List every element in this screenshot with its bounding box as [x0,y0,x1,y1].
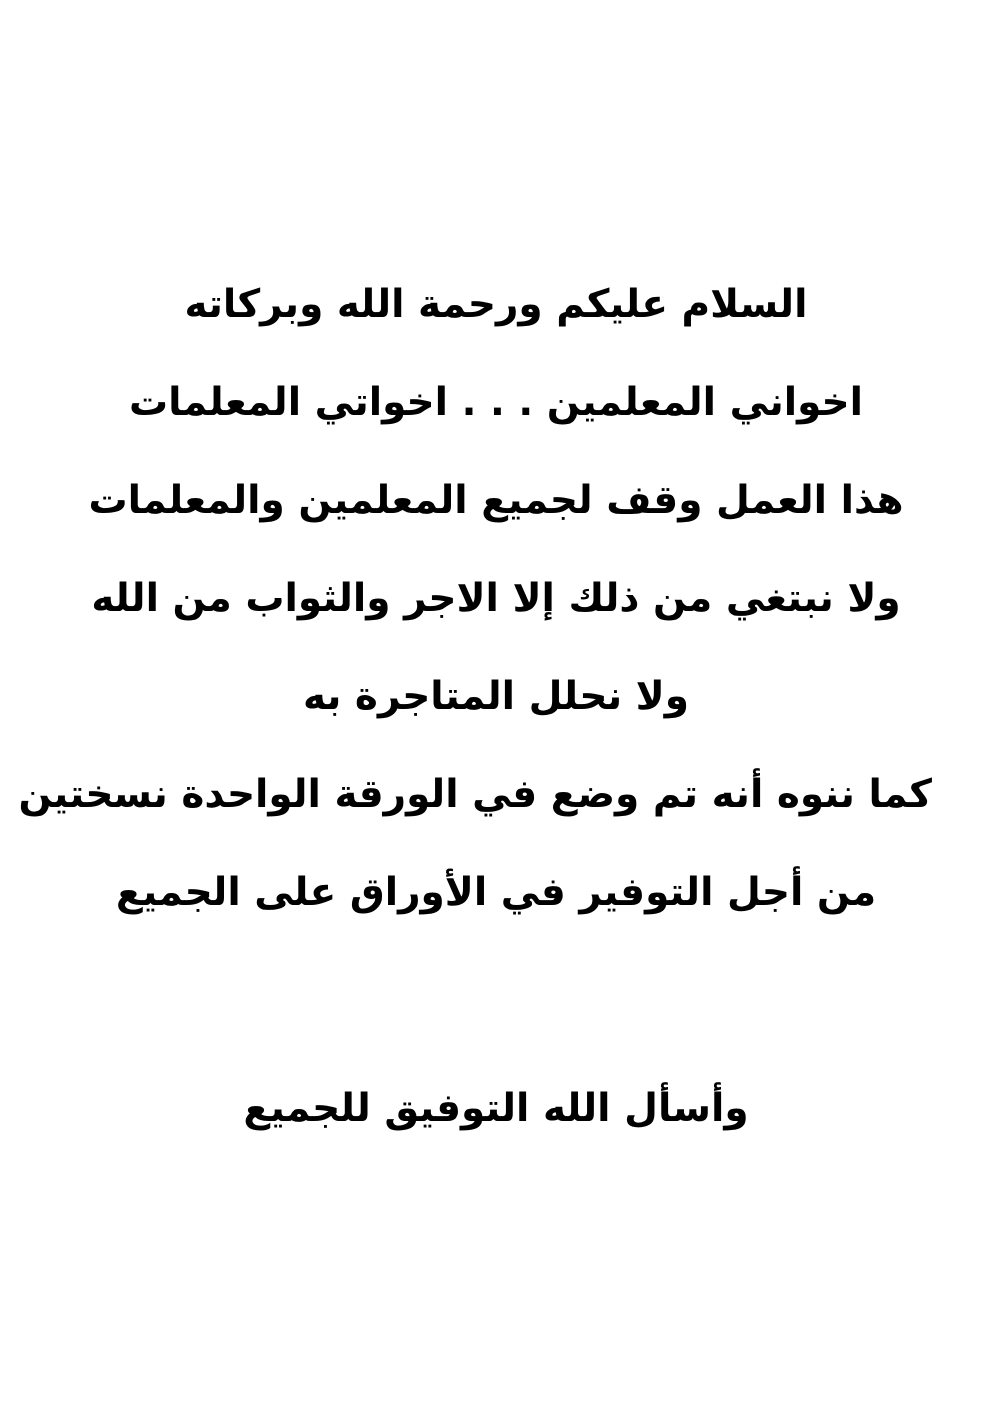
endowment-line: هذا العمل وقف لجميع المعلمين والمعلمات [88,478,904,523]
paper-saving-line: من أجل التوفير في الأوراق على الجميع [115,870,877,915]
two-copies-line: كما ننوه أنه تم وضع في الورقة الواحدة نسختين [18,772,932,817]
no-trade-line: ولا نحلل المتاجرة به [303,674,689,719]
greeting-line: السلام عليكم ورحمة الله وبركاته [184,282,808,327]
intention-line: ولا نبتغي من ذلك إلا الاجر والثواب من الله [91,576,901,621]
closing-prayer: وأسأل الله التوفيق للجميع [243,1086,749,1131]
message-body [18,270,932,956]
address-line: اخواني المعلمين . . . اخواتي المعلمات [128,380,864,425]
